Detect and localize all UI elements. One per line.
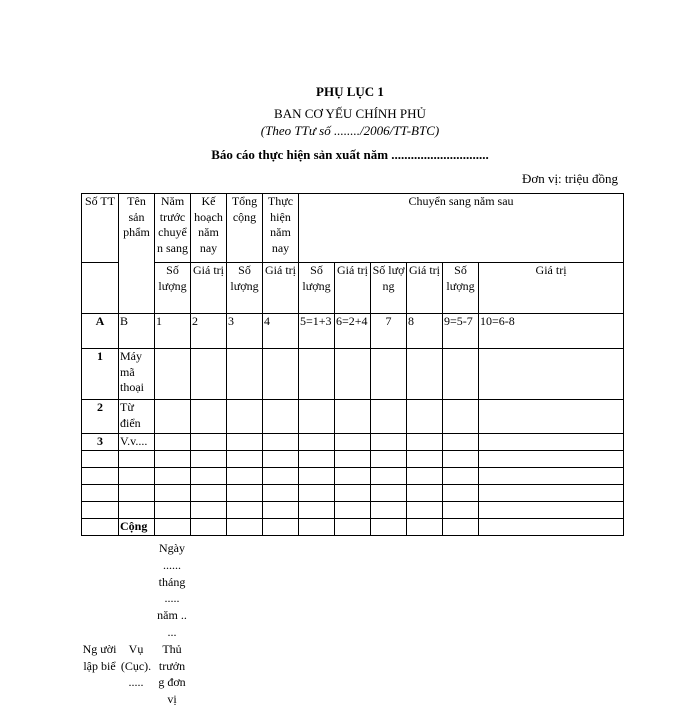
subheader-value: Giá trị xyxy=(191,263,227,314)
code-cell: 5=1+3 xyxy=(299,314,335,349)
total-row xyxy=(82,519,624,536)
code-cell: 7 xyxy=(371,314,407,349)
date-line: Ngày ...... tháng ..... năm .. ... xyxy=(157,541,187,639)
col-header-plan: Kế hoạch năm nay xyxy=(191,194,227,263)
col-header-stt: Số TT xyxy=(82,194,119,263)
col-header-product: Tên sản phẩm xyxy=(119,194,155,314)
total-label: Cộng xyxy=(119,519,155,536)
production-report-table xyxy=(81,193,624,536)
row-number: 3 xyxy=(82,434,119,451)
col-header-carry-forward: Chuyển sang năm sau xyxy=(299,194,624,263)
code-cell: 6=2+4 xyxy=(335,314,371,349)
code-cell: 4 xyxy=(263,314,299,349)
unit-head-label: Thủ trưởn g đơn vị xyxy=(158,641,186,707)
col-header-total: Tổng cộng xyxy=(227,194,263,263)
subheader-blank xyxy=(82,263,119,314)
header-row xyxy=(82,194,624,263)
code-cell: 2 xyxy=(191,314,227,349)
subheader-qty: Số lượng xyxy=(155,263,191,314)
table-row xyxy=(82,434,624,451)
subheader-value: Giá trị xyxy=(263,263,299,314)
column-code-row xyxy=(82,314,624,349)
subheader-value: Giá trị xyxy=(335,263,371,314)
empty-row xyxy=(82,502,624,519)
col-header-actual: Thực hiện năm nay xyxy=(263,194,299,263)
code-cell: 10=6-8 xyxy=(479,314,624,349)
preparer-label: Ng ười lập biể xyxy=(82,641,117,673)
empty-row xyxy=(82,451,624,468)
code-cell: 1 xyxy=(155,314,191,349)
signature-block xyxy=(81,540,190,708)
subheader-value: Giá trị xyxy=(407,263,443,314)
table-row xyxy=(82,400,624,434)
code-cell: 8 xyxy=(407,314,443,349)
subheader-qty: Số lượng xyxy=(227,263,263,314)
code-cell: 9=5-7 xyxy=(443,314,479,349)
currency-unit: Đơn vị: triệu đồng xyxy=(521,171,618,186)
organization-name: BAN CƠ YẾU CHÍNH PHỦ xyxy=(274,106,426,121)
table-row xyxy=(82,349,624,400)
subheader-qty: Số lượng xyxy=(443,263,479,314)
subheader-qty: Số lượ ng xyxy=(371,263,407,314)
row-number: 1 xyxy=(82,349,119,400)
row-number: 2 xyxy=(82,400,119,434)
code-cell: A xyxy=(82,314,119,349)
empty-row xyxy=(82,468,624,485)
empty-row xyxy=(82,485,624,502)
product-name: Máy mã thoại xyxy=(119,349,155,400)
code-cell: B xyxy=(119,314,155,349)
code-cell: 3 xyxy=(227,314,263,349)
product-name: V.v.... xyxy=(119,434,155,451)
department-label: Vụ (Cục). ..... xyxy=(120,641,152,690)
col-header-prev-year: Năm trước chuyển sang xyxy=(155,194,191,263)
product-name: Từ điển xyxy=(119,400,155,434)
appendix-title: PHỤ LỤC 1 xyxy=(316,84,384,99)
reference-circular: (Theo TTư số ......../2006/TT-BTC) xyxy=(260,123,440,138)
subheader-qty: Số lượng xyxy=(299,263,335,314)
report-title: Báo cáo thực hiện sản xuất năm .............................. xyxy=(211,147,489,162)
subheader-row xyxy=(82,263,624,314)
subheader-value: Giá trị xyxy=(479,263,624,314)
